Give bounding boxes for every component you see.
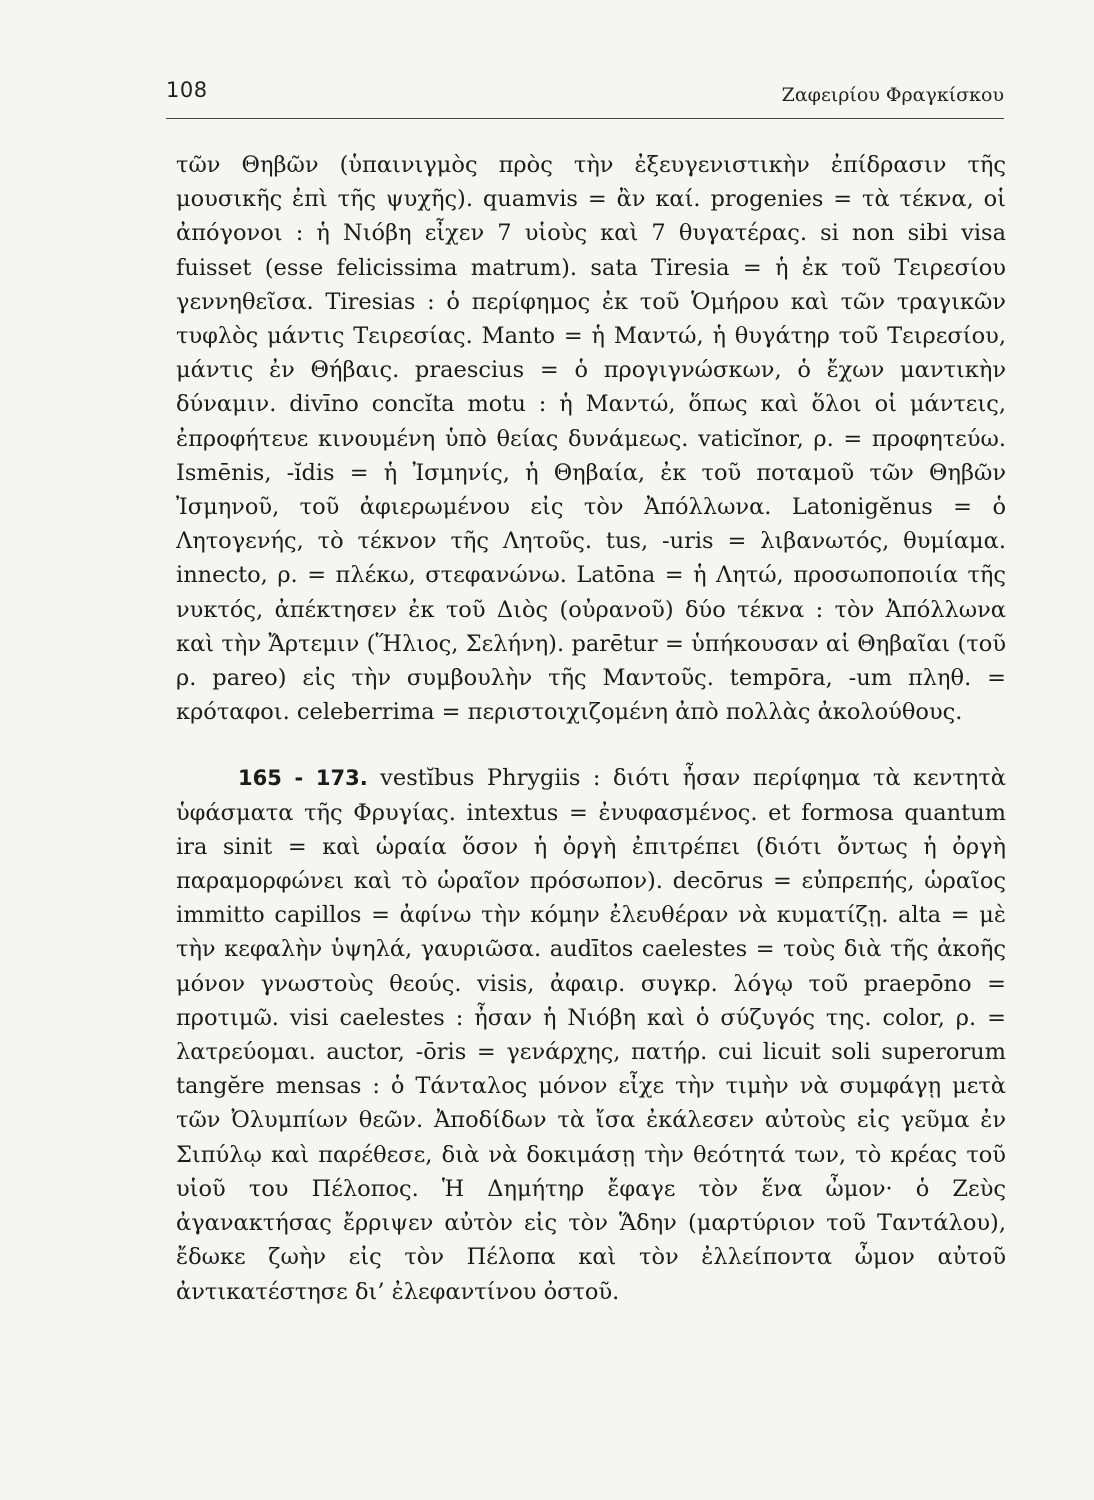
commentary-paragraph-1 xyxy=(176,148,1006,729)
paragraph-1-text: τῶν Θηβῶν (ὑπαινιγμὸς πρὸς τὴν ἐξευγενιστικὴν ἐπίδρασιν τῆς μουσικῆς ἐπὶ τῆς ψυχῆς). quamvis = ἂν καί. progenies = τὰ τέκνα, οἱ ἀπόγονοι : ἡ Νιόβη εἶχεν 7 υἱοὺς καὶ 7 θυγατέρας. si non sibi visa fuisset (esse felicissima matrum). sata Tiresia = ἡ ἐκ τοῦ Τειρεσίου γεννηθεῖσα. Tiresias : ὁ περίφημος ἐκ τοῦ Ὁμήρου καὶ τῶν τραγικῶν τυφλὸς μάντις Τειρεσίας. Manto = ἡ Μαντώ, ἡ θυγάτηρ τοῦ Τειρεσίου, μάντις ἐν Θήβαις. praescius = ὁ προγιγνώσκων, ὁ ἔχων μαντικὴν δύναμιν. divīno concĭta motu : ἡ Μαντώ, ὅπως καὶ ὅλοι οἱ μάντεις, ἐπροφήτευε κινουμένη ὑπὸ θείας δυνάμεως. vaticĭnor, ρ. = προφητεύω. Ismēnis, -ĭdis = ἡ Ἰσμηνίς, ἡ Θηβαία, ἐκ τοῦ ποταμοῦ τῶν Θηβῶν Ἰσμηνοῦ, τοῦ ἀφιερωμένου εἰς τὸν Ἀπόλλωνα. Latonigĕnus = ὁ Λητογενής, τὸ τέκνον τῆς Λητοῦς. tus, -uris = λιβανωτός, θυμίαμα. innecto, ρ. = πλέκω, στεφανώνω. Latōna = ἡ Λητώ, προσωποποιία τῆς νυκτός, ἀπέκτησεν ἐκ τοῦ Διὸς (οὐρανοῦ) δύο τέκνα : τὸν Ἀπόλλωνα καὶ τὴν Ἄρτεμιν (Ἥλιος, Σελήνη). parētur = ὑπήκουσαν αἱ Θηβαῖαι (τοῦ ρ. pareo) εἰς τὴν συμβουλὴν τῆς Μαντοῦς. tempōra, -um πληθ. = κρόταφοι. celeberrima = περιστοιχιζομένη ἀπὸ πολλὰς ἀκολούθους. xyxy=(176,152,1006,726)
paragraph-2-text: vestĭbus Phrygiis : διότι ἦσαν περίφημα τὰ κεντητὰ ὑφάσματα τῆς Φρυγίας. intextus = ἐνυφασμένος. et formosa quantum ira sinit = καὶ ὡραία ὅσον ἡ ὀργὴ ἐπιτρέπει (διότι ὄντως ἡ ὀργὴ παραμορφώνει καὶ τὸ ὡραῖον πρόσωπον). decōrus = εὐπρεπής, ὡραῖος immitto capillos = ἀφίνω τὴν κόμην ἐλευθέραν νὰ κυματίζῃ. alta = μὲ τὴν κεφαλὴν ὑψηλά, γαυριῶσα. audītos caelestes = τοὺς διὰ τῆς ἀκοῆς μόνον γνωστοὺς θεούς. visis, ἀφαιρ. συγκρ. λόγῳ τοῦ praepōno = προτιμῶ. visi caelestes : ἦσαν ἡ Νιόβη καὶ ὁ σύζυγός της. color, ρ. = λατρεύομαι. auctor, -ōris = γενάρχης, πατήρ. cui licuit soli superorum tangĕre mensas : ὁ Τάνταλος μόνον εἶχε τὴν τιμὴν νὰ συμφάγῃ μετὰ τῶν Ὀλυμπίων θεῶν. Ἀποδίδων τὰ ἴσα ἐκάλεσεν αὐτοὺς εἰς γεῦμα ἐν Σιπύλῳ καὶ παρέθεσε, διὰ νὰ δοκιμάσῃ τὴν θεότητά των, τὸ κρέας τοῦ υἱοῦ του Πέλοπος. Ἡ Δημήτηρ ἔφαγε τὸν ἕνα ὦμον· ὁ Ζεὺς ἀγανακτήσας ἔρριψεν αὐτὸν εἰς τὸν Ἅδην (μαρτύριον τοῦ Ταντάλου), ἔδωκε ζωὴν εἰς τὸν Πέλοπα καὶ τὸν ἐλλείποντα ὦμον αὐτοῦ ἀντικατέστησε δι’ ἐλεφαντίνου ὀστοῦ. xyxy=(176,765,1006,1305)
running-head: Ζαφειρίου Φραγκίσκου xyxy=(781,84,1004,106)
commentary-paragraph-2 xyxy=(176,761,1006,1308)
page-number: 108 xyxy=(166,78,208,102)
verse-reference: 165 - 173. xyxy=(238,766,368,791)
page-header xyxy=(166,78,1004,118)
header-rule xyxy=(166,118,1004,119)
commentary-body xyxy=(176,148,1006,1309)
